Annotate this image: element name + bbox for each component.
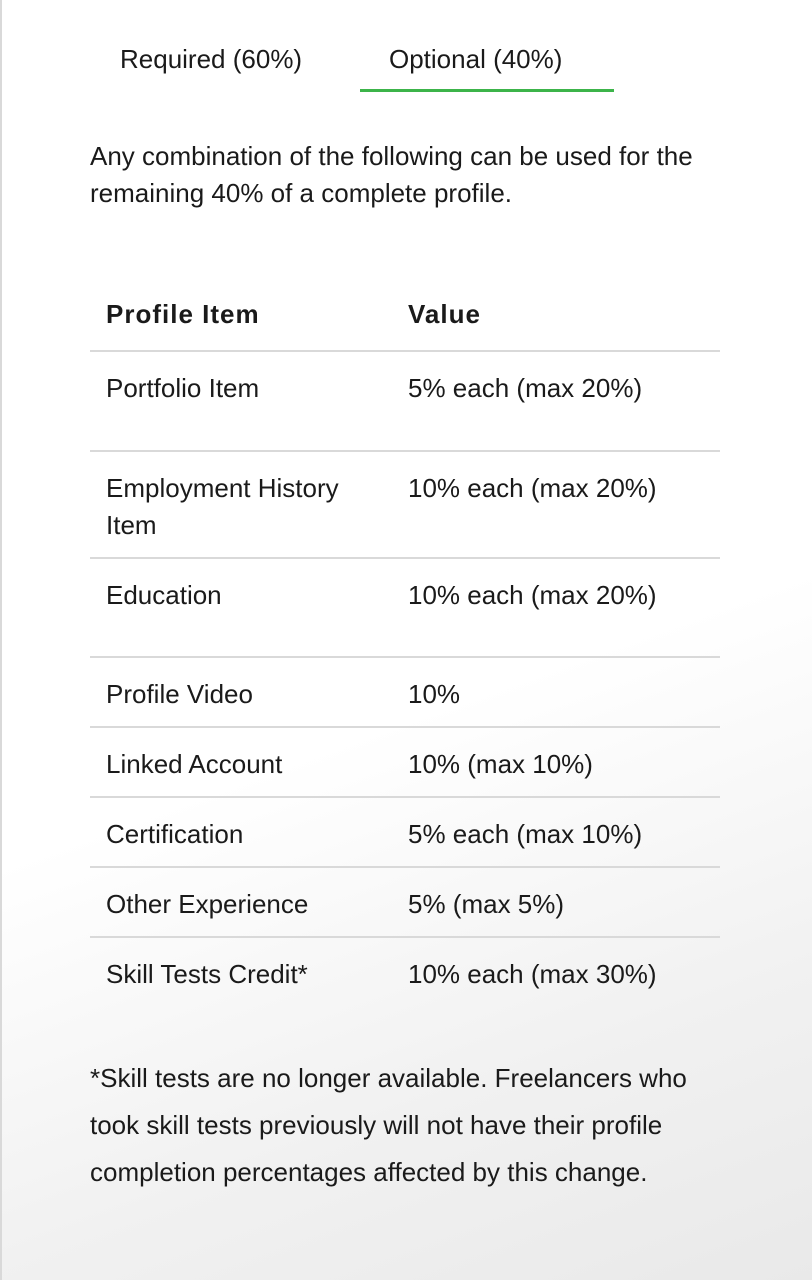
column-header-value: Value [408, 299, 481, 329]
tab-optional[interactable]: Optional (40%) [389, 44, 563, 74]
table-row [90, 728, 720, 798]
tab-bar [90, 0, 720, 94]
row-value: 10% each (max 20%) [408, 580, 657, 610]
table-row [90, 798, 720, 868]
row-value: 10% each (max 30%) [408, 959, 657, 989]
row-item: Linked Account [106, 749, 283, 779]
row-value: 10% (max 10%) [408, 749, 593, 779]
column-header-profile-item: Profile Item [106, 299, 260, 329]
row-item: Profile Video [106, 679, 253, 709]
row-value: 5% (max 5%) [408, 889, 565, 919]
table-row [90, 868, 720, 938]
table-row [90, 352, 720, 452]
row-value: 10% [408, 679, 461, 709]
row-value: 10% each (max 20%) [408, 473, 657, 503]
row-item: Portfolio Item [106, 373, 260, 403]
active-tab-indicator [360, 89, 614, 92]
row-item: Employment History Item [106, 473, 339, 540]
row-value: 5% each (max 20%) [408, 373, 643, 403]
table-row [90, 658, 720, 728]
row-item: Skill Tests Credit* [106, 959, 308, 989]
tab-required[interactable]: Required (60%) [120, 44, 303, 74]
row-value: 5% each (max 10%) [408, 819, 643, 849]
table-row [90, 452, 720, 559]
skill-tests-footnote: *Skill tests are no longer available. Freelancers who took skill tests previously will not have their profile completion percentages affected by this change. [90, 1063, 687, 1187]
intro-text: Any combination of the following can be used for the remaining 40% of a complete profile. [90, 141, 693, 208]
page-left-border [0, 0, 2, 1280]
row-item: Certification [106, 819, 244, 849]
row-item: Education [106, 580, 222, 610]
profile-items-table [90, 280, 720, 1008]
table-header [90, 280, 720, 352]
table-row [90, 938, 720, 1008]
row-item: Other Experience [106, 889, 309, 919]
table-row [90, 559, 720, 658]
